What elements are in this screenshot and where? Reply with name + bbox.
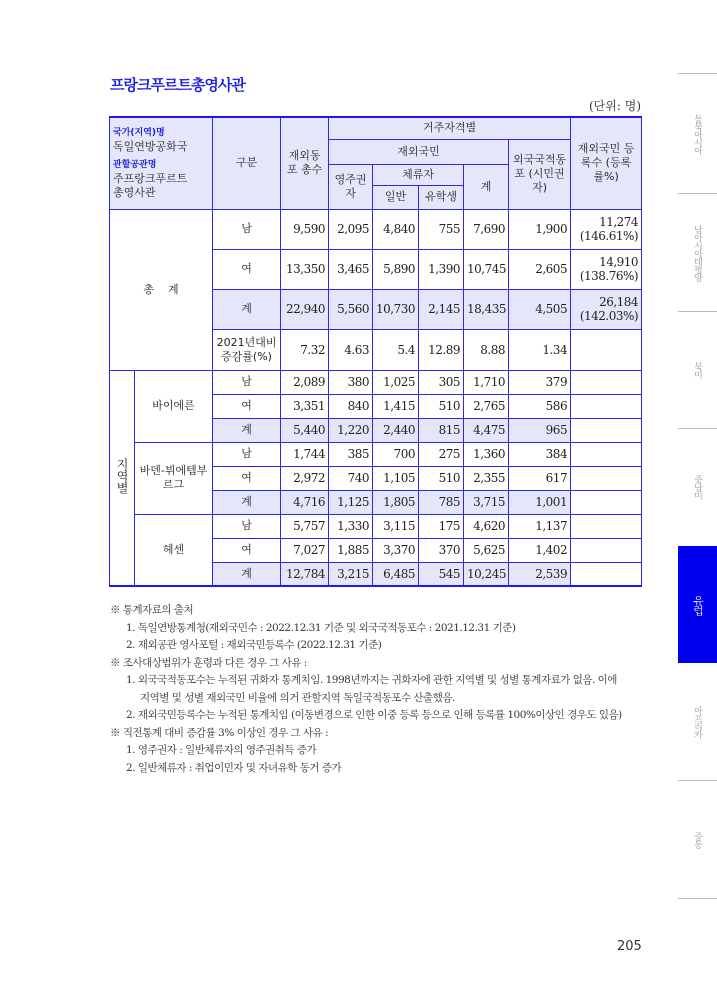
cell-value: 617 (509, 466, 571, 490)
footnote-line: ※ 조사대상범위가 훈령과 다른 경우 그 사유 : (110, 656, 307, 669)
cell-value: 275 (419, 442, 464, 466)
header-subtotal: 계 (464, 164, 509, 209)
cell-value: 12,784 (281, 562, 329, 586)
divider (678, 311, 717, 312)
cell-value: 700 (373, 442, 419, 466)
header-overseas-koreans: 재외국민 (329, 139, 509, 164)
cell-value: 2,765 (464, 394, 509, 418)
footnote-line: 1. 영주권자 : 일반체류자의 영주권취득 증가 (126, 744, 317, 756)
footnote-line: 1. 독일연방통계청(재외국민수 : 2022.12.31 기준 및 외국국적동포수 : 2021.12.31 기준) (126, 621, 516, 634)
page-title: 프랑크푸르트총영사관 (110, 76, 245, 94)
cell-value: 785 (419, 490, 464, 514)
side-tab-label: 남아시아태평양 (692, 224, 702, 281)
cell-value: 2,145 (419, 289, 464, 329)
cell-value: 2,605 (509, 249, 571, 289)
cell-value: 3,215 (329, 562, 373, 586)
divider (678, 193, 717, 194)
row-label: 남 (213, 370, 281, 394)
cell-value: 3,370 (373, 538, 419, 562)
row-label: 계 (213, 289, 281, 329)
row-label: 계 (213, 490, 281, 514)
table-row (110, 370, 642, 394)
cell-value: 1,001 (509, 490, 571, 514)
total-group-label: 총 계 (110, 209, 213, 370)
cell-value: 10,245 (464, 562, 509, 586)
registered-count: 14,910 (599, 255, 639, 269)
side-tab[interactable] (678, 429, 717, 545)
cell-value: 965 (509, 418, 571, 442)
footnote-line: 2. 일반체류자 : 취업이민자 및 자녀유학 동거 증가 (126, 761, 342, 774)
side-tab[interactable] (678, 781, 717, 898)
cell-value: 5,560 (329, 289, 373, 329)
cell-value: 4,505 (509, 289, 571, 329)
cell-value: 1,105 (373, 466, 419, 490)
cell-value: 5,440 (281, 418, 329, 442)
cell-value: 740 (329, 466, 373, 490)
side-tab-label: 북미 (692, 362, 702, 378)
cell-value: 3,351 (281, 394, 329, 418)
cell-value: 384 (509, 442, 571, 466)
cell-value: 1,390 (419, 249, 464, 289)
cell-value: 1.34 (509, 329, 571, 370)
registered-cell (571, 394, 642, 418)
cell-value: 8.88 (464, 329, 509, 370)
cell-value: 586 (509, 394, 571, 418)
registered-count: 11,274 (599, 215, 639, 229)
side-tab-label: 동북아시아 (692, 113, 702, 154)
cell-value: 1,360 (464, 442, 509, 466)
region-name: 바이에른 (135, 370, 213, 442)
cell-value: 2,972 (281, 466, 329, 490)
footnote-line: ※ 직전통계 대비 증감률 3% 이상인 경우 그 사유 : (110, 726, 329, 739)
row-label: 남 (213, 514, 281, 538)
side-tab[interactable] (678, 546, 717, 663)
cell-value: 3,715 (464, 490, 509, 514)
header-residence-status: 거주자격별 (329, 117, 571, 139)
header-permanent: 영주권자 (329, 164, 373, 209)
header-total-diaspora: 재외동포 총수 (281, 117, 329, 209)
row-label: 2021년대비 증감률(%) (213, 329, 281, 370)
registered-cell (571, 562, 642, 586)
cell-value: 755 (419, 209, 464, 249)
cell-value: 305 (419, 370, 464, 394)
cell-value: 5,757 (281, 514, 329, 538)
header-sojourner: 체류자 (373, 164, 464, 185)
registered-cell (571, 329, 642, 370)
cell-value: 2,539 (509, 562, 571, 586)
registered-cell (571, 514, 642, 538)
cell-value: 1,744 (281, 442, 329, 466)
registered-cell (571, 370, 642, 394)
cell-value: 18,435 (464, 289, 509, 329)
row-label: 남 (213, 442, 281, 466)
cell-value: 22,940 (281, 289, 329, 329)
country-label: 국가(지역)명 (113, 128, 165, 139)
consulate-label: 관할공관명 (113, 160, 157, 171)
registered-cell (571, 538, 642, 562)
registered-cell (571, 418, 642, 442)
divider (678, 73, 717, 74)
cell-value: 9,590 (281, 209, 329, 249)
side-tab-label: 아프리카 (692, 706, 702, 738)
country-name: 독일연방공화국 (113, 140, 188, 154)
registered-cell (571, 466, 642, 490)
consulate-name-1: 주프랑크푸르트 (113, 172, 188, 186)
regional-label-text: 지역별 (115, 457, 129, 494)
cell-value: 7.32 (281, 329, 329, 370)
cell-value: 4,840 (373, 209, 419, 249)
cell-value: 2,440 (373, 418, 419, 442)
registered-rate: (138.76%) (579, 269, 639, 283)
divider (678, 780, 717, 781)
cell-value: 5,625 (464, 538, 509, 562)
registered-rate: (142.03%) (579, 309, 639, 323)
footnote-line: 1. 외국국적동포수는 누적된 귀화자 통계치임. 1998년까지는 귀화자에 관한 지역별 및 성별 통계자료가 없음. 이에 (126, 674, 617, 686)
cell-value: 380 (329, 370, 373, 394)
cell-value: 5,890 (373, 249, 419, 289)
header-division: 구분 (213, 117, 281, 209)
region-name: 바덴-뷔에템부르그 (135, 442, 213, 514)
footnote-line: ※ 통계자료의 출처 (110, 604, 194, 616)
cell-value: 175 (419, 514, 464, 538)
cell-value: 4,716 (281, 490, 329, 514)
cell-value: 7,690 (464, 209, 509, 249)
row-label: 여 (213, 394, 281, 418)
cell-value: 1,025 (373, 370, 419, 394)
unit-label: (단위: 명) (589, 99, 641, 113)
region-name: 헤센 (135, 514, 213, 586)
footnote-line: 2. 재외국민등록수는 누적된 통계치임 (이동변경으로 인한 이중 등록 등으로 인해 등록률 100%이상인 경우도 있음) (126, 709, 622, 721)
cell-value: 4,475 (464, 418, 509, 442)
cell-value: 385 (329, 442, 373, 466)
cell-value: 10,745 (464, 249, 509, 289)
registered-cell (571, 249, 642, 289)
consulate-name-2: 총영사관 (113, 186, 156, 200)
statistics-table (109, 116, 642, 587)
side-tab[interactable] (678, 194, 717, 311)
cell-value: 2,355 (464, 466, 509, 490)
registered-cell (571, 442, 642, 466)
regional-label (110, 370, 135, 586)
header-general: 일반 (373, 185, 419, 209)
cell-value: 370 (419, 538, 464, 562)
side-tab[interactable] (678, 312, 717, 428)
divider (678, 898, 717, 899)
row-label: 여 (213, 466, 281, 490)
table-row (110, 209, 642, 249)
side-tab-label: 유럽 (691, 594, 705, 615)
divider (678, 428, 717, 429)
header-foreign-nationals: 외국국적동포 (시민권자) (509, 139, 571, 209)
table-row (110, 514, 642, 538)
cell-value: 5.4 (373, 329, 419, 370)
cell-value: 13,350 (281, 249, 329, 289)
side-tab-label: 중동 (692, 831, 702, 848)
row-label: 계 (213, 418, 281, 442)
cell-value: 510 (419, 466, 464, 490)
row-label: 남 (213, 209, 281, 249)
cell-value: 545 (419, 562, 464, 586)
header-student: 유학생 (419, 185, 464, 209)
row-label: 여 (213, 249, 281, 289)
cell-value: 1,402 (509, 538, 571, 562)
registered-cell (571, 209, 642, 249)
row-label: 여 (213, 538, 281, 562)
side-tab-label: 중남미 (692, 475, 702, 499)
cell-value: 1,900 (509, 209, 571, 249)
footnote-line: 지역별 및 성별 재외국민 비율에 의거 관할지역 독일국적동포수 산출했음. (140, 691, 455, 704)
page-number: 205 (617, 939, 642, 954)
cell-value: 3,465 (329, 249, 373, 289)
cell-value: 4.63 (329, 329, 373, 370)
cell-value: 7,027 (281, 538, 329, 562)
cell-value: 379 (509, 370, 571, 394)
header-registered: 재외국민 등록수 (등록률%) (571, 117, 642, 209)
cell-value: 10,730 (373, 289, 419, 329)
cell-value: 2,089 (281, 370, 329, 394)
cell-value: 1,330 (329, 514, 373, 538)
side-tab[interactable] (678, 74, 717, 193)
cell-value: 4,620 (464, 514, 509, 538)
cell-value: 840 (329, 394, 373, 418)
cell-value: 815 (419, 418, 464, 442)
registered-cell (571, 289, 642, 329)
cell-value: 12.89 (419, 329, 464, 370)
row-label: 계 (213, 562, 281, 586)
footnotes (110, 602, 672, 777)
footnote-line: 2. 재외공관 영사포털 : 재외국민등록수 (2022.12.31 기준) (126, 639, 382, 651)
side-tab[interactable] (678, 664, 717, 780)
cell-value: 2,095 (329, 209, 373, 249)
registered-rate: (146.61%) (579, 229, 639, 243)
cell-value: 1,885 (329, 538, 373, 562)
cell-value: 1,220 (329, 418, 373, 442)
cell-value: 1,125 (329, 490, 373, 514)
table-row (110, 442, 642, 466)
cell-value: 510 (419, 394, 464, 418)
cell-value: 1,710 (464, 370, 509, 394)
header-corner (110, 117, 213, 209)
cell-value: 6,485 (373, 562, 419, 586)
cell-value: 1,415 (373, 394, 419, 418)
cell-value: 1,805 (373, 490, 419, 514)
cell-value: 3,115 (373, 514, 419, 538)
cell-value: 1,137 (509, 514, 571, 538)
registered-cell (571, 490, 642, 514)
registered-count: 26,184 (599, 295, 639, 309)
